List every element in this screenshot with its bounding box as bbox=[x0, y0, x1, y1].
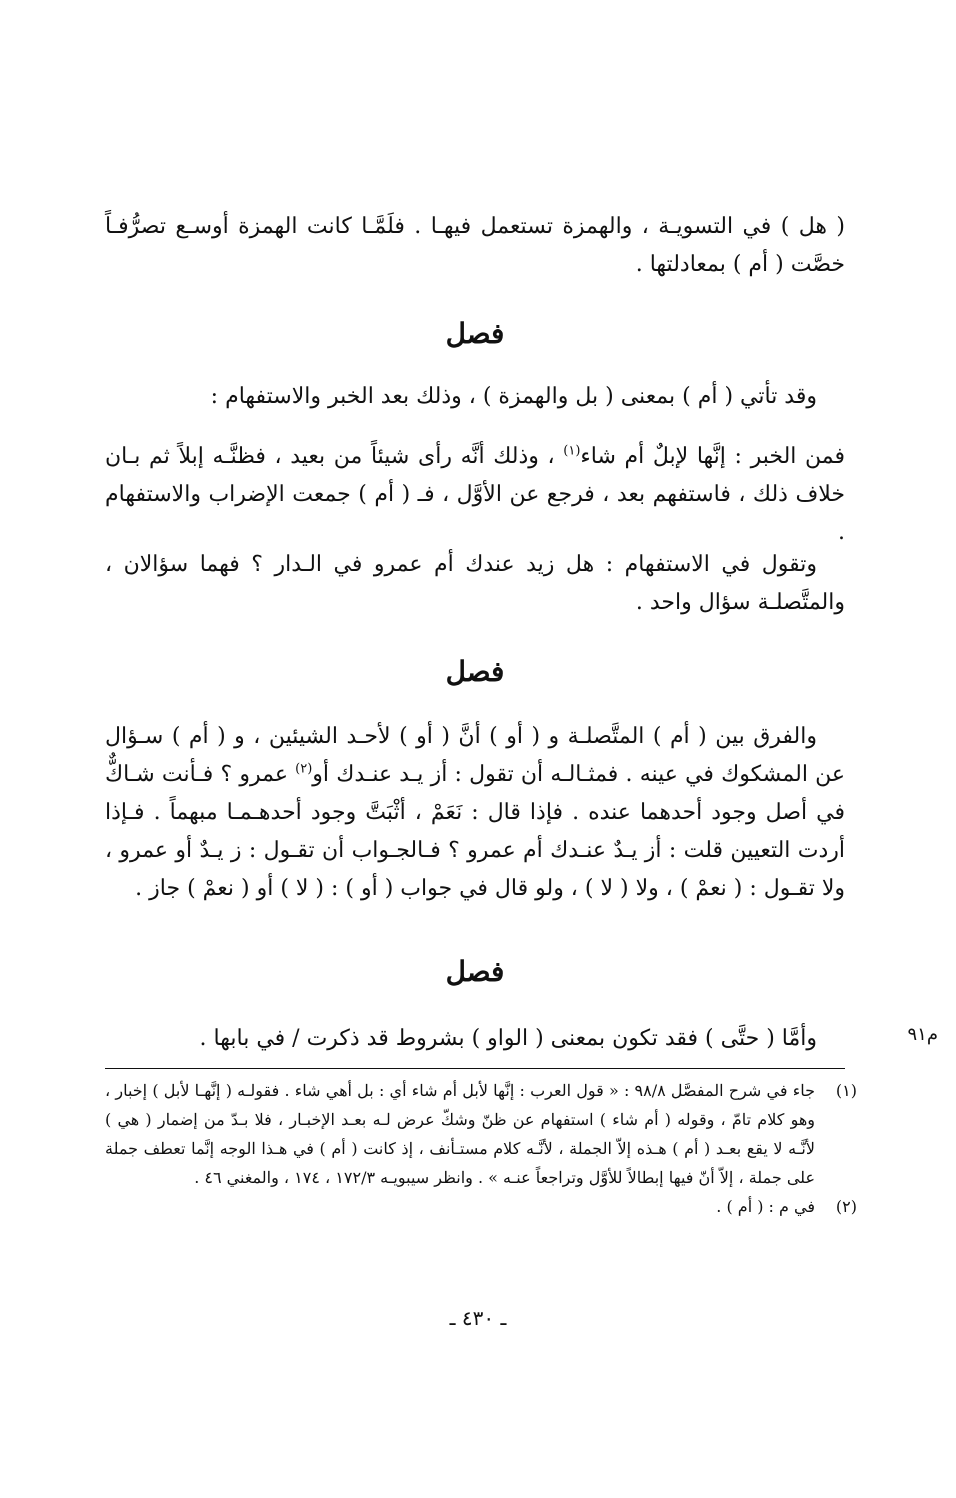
footnote-1 bbox=[105, 1076, 857, 1192]
section-2-text-1b: عمرو ؟ فـأنت شـاكٌّ في أصل وجود أحدهما عنده . فإذا قال : نَعَمْ ، أثْبَتَّ وجود أحدهـمـا مبهماً . فـإذا أردت التعيين قلت : أز يـدٌ عنـدك أم عمرو ؟ فـالجـواب أن تقـول : ز يـدٌ أو عمرو ، ولا تقـول : ( نعمْ ) ، ولا ( لا ) ، ولو قال في جواب ( أو ) : ( لا ) أو ( نعمْ ) جاز . bbox=[105, 762, 845, 901]
section-heading-1: فصل bbox=[445, 317, 505, 350]
section-1-text-3: وتقول في الاستفهام : هل زيد عندك أم عمرو في الـدار ؟ فهما سؤالان ، والمتَّصلـة سؤال واحد . bbox=[105, 552, 845, 615]
footnote-ref-1[interactable]: (١) bbox=[563, 443, 581, 459]
intro-paragraph bbox=[105, 208, 845, 284]
section-1-text-2a: فمن الخبر : إنَّها لإبلٌ أم شاء bbox=[580, 444, 845, 469]
section-heading-2: فصل bbox=[445, 655, 505, 688]
footnote-1-number: (١) bbox=[835, 1081, 857, 1100]
section-1-text-2b: ، وذلك أنَّه رأى شيئاً من بعيد ، فظنَّـه إبلاً ثم بـان خلاف ذلك ، فاستفهم بعد ، فرجع عن الأوَّل ، فـ ( أم ) جمعت الإضراب والاستفهام . bbox=[105, 444, 845, 545]
section-1-paragraph-2 bbox=[105, 438, 845, 552]
section-1-text-1: وقد تأتي ( أم ) بمعنى ( بل والهمزة ) ، وذلك بعد الخبر والاستفهام : bbox=[210, 384, 817, 409]
footnote-divider bbox=[105, 1068, 845, 1069]
footnote-2 bbox=[105, 1192, 857, 1221]
intro-text: ( هل ) في التسويـة ، والهمزة تستعمل فيهـا . فلَمَّـا كانت الهمزة أوسـع تصرُّفـاً خصَّت ( أم ) بمعادلتها . bbox=[105, 214, 845, 277]
footnote-1-text: جاء في شرح المفصَّل ٩٨/٨ : « قول العرب : إنَّها لأبل أم شاء أي : بل أهي شاء . فقولـه ( إنَّهـا لأبل ) إخبار ، وهو كلام تامّ ، وقوله ( أم شاء ) استفهام عن ظنّ وشكّ عرض لـه بعـد الإخبـار ، فلا بـدّ من إضمار ( هي ) لأنَّـه لا يقع بعـد ( أم ) هـذه إلاّ الجملة ، لأنَّـه كلام مستـأنف ، إذ كانت ( أم ) في هـذا الوجه إنَّما تعطف جملة على جملة ، إلاّ أنّ فيها إبطالاً للأوَّل وتراجعاً عنـه » . وانظر سيبويـه ١٧٢/٣ ، ١٧٤ ، والمغني ٤٦ . bbox=[105, 1081, 816, 1187]
section-heading-3: فصل bbox=[445, 955, 505, 988]
footnote-2-text: في م : ( أم ) . bbox=[716, 1197, 815, 1216]
section-1-paragraph-3 bbox=[105, 546, 845, 622]
manuscript-margin-note: م٩١ bbox=[907, 1024, 938, 1045]
section-1-text-2 bbox=[105, 438, 845, 552]
section-3-text-1: وأمَّا ( حتَّى ) فقد تكون بمعنى ( الواو ) بشروط قد ذكرت / في بابها . bbox=[199, 1026, 817, 1051]
section-1-paragraph-1 bbox=[105, 378, 845, 416]
section-2-paragraph-1 bbox=[105, 718, 845, 908]
footnote-ref-2[interactable]: (٢) bbox=[295, 761, 313, 777]
section-3-paragraph-1 bbox=[105, 1020, 845, 1058]
section-2-text-1a: والفرق بين ( أم ) المتَّصلـة و ( أو ) أنَّ ( أو ) لأحـد الشيئين ، و ( أم ) سـؤال عن المشكوك في عينه . فمثـالـه أن تقول : أز يـد عنـدك أو bbox=[105, 724, 845, 787]
section-2-text-1 bbox=[105, 718, 845, 908]
footnote-2-number: (٢) bbox=[835, 1197, 857, 1216]
page-number: ـ ٤٣٠ ـ bbox=[449, 1306, 507, 1330]
footnotes-section bbox=[105, 1076, 857, 1221]
